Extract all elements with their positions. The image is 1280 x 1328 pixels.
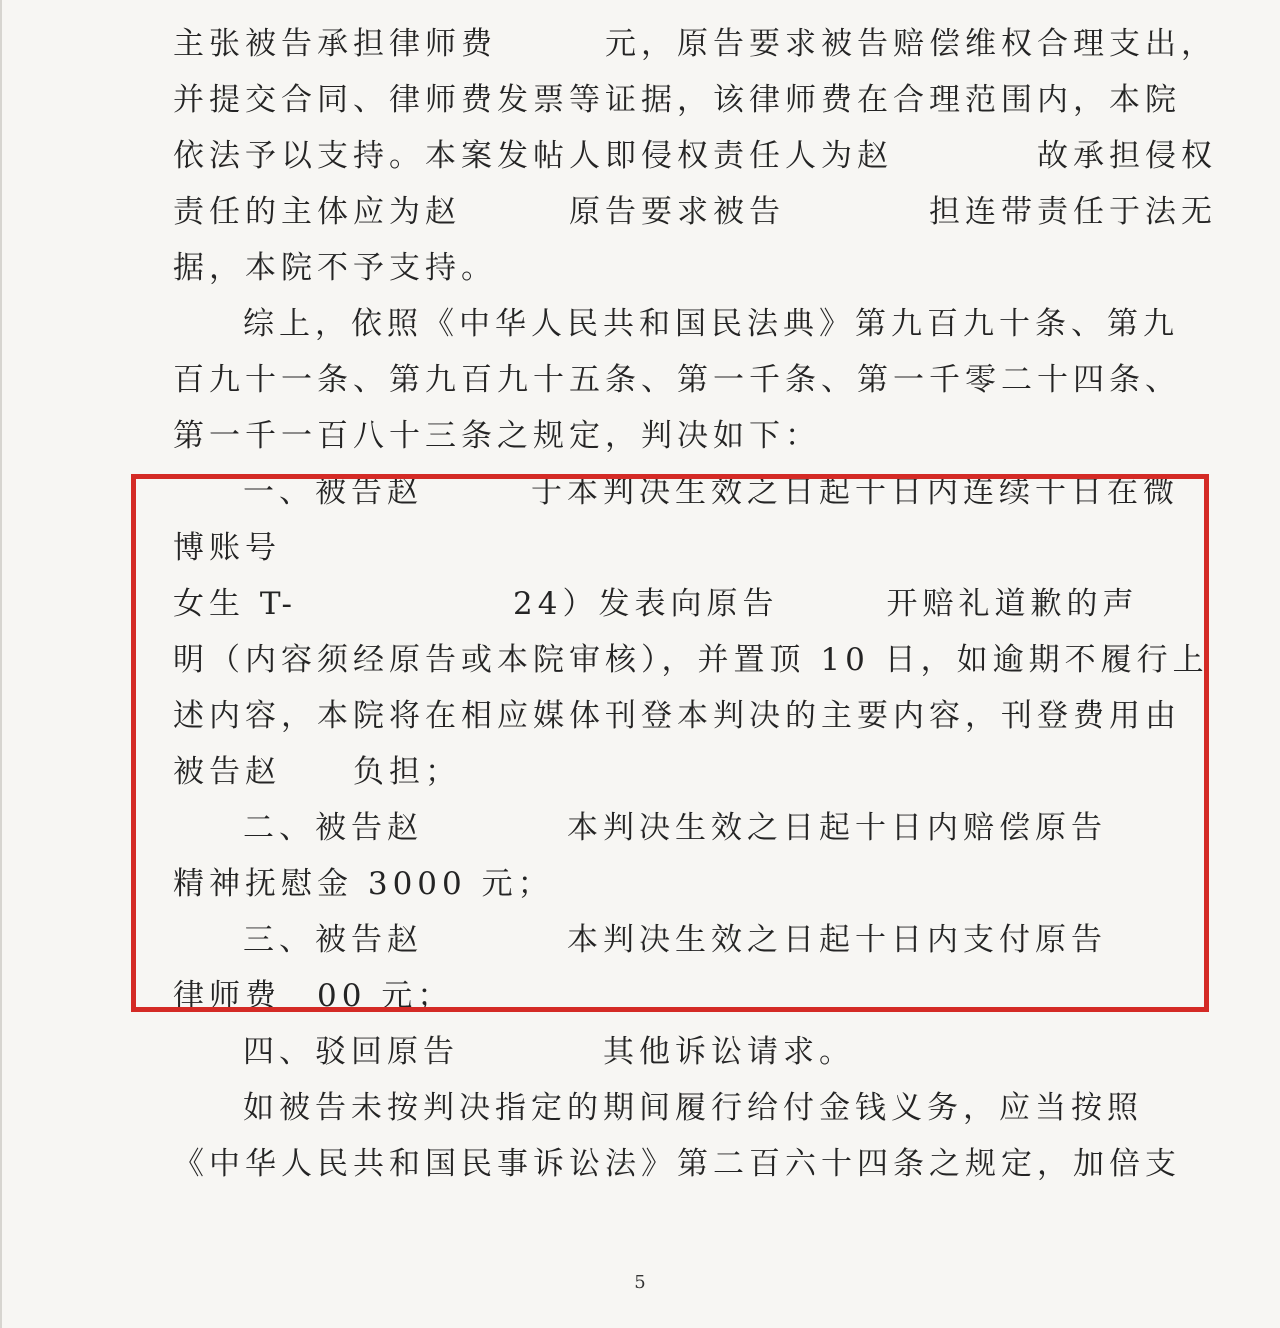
text-line: 述内容，本院将在相应媒体刊登本判决的主要内容，刊登费用由 bbox=[173, 698, 1181, 734]
text-line: 据，本院不予支持。 bbox=[173, 250, 497, 286]
text-line: 如被告未按判决指定的期间履行给付金钱义务，应当按照 bbox=[243, 1090, 1143, 1126]
text-line: 责任的主体应为赵 原告要求被告 担连带责任于法无 bbox=[173, 194, 1217, 230]
text-line: 《中华人民共和国民事诉讼法》第二百六十四条之规定，加倍支 bbox=[173, 1146, 1181, 1182]
text-line: 四、驳回原告 其他诉讼请求。 bbox=[243, 1034, 855, 1070]
text-line: 被告赵 负担； bbox=[173, 754, 461, 790]
text-line: 精神抚慰金 3000 元； bbox=[173, 866, 554, 902]
text-line: 依法予以支持。本案发帖人即侵权责任人为赵 故承担侵权 bbox=[173, 138, 1217, 174]
text-line: 博账号 bbox=[173, 530, 281, 566]
text-line: 律师费 00 元； bbox=[173, 978, 454, 1014]
text-line: 一、被告赵 于本判决生效之日起十日内连续十日在微 bbox=[243, 474, 1179, 510]
text-line: 综上，依照《中华人民共和国民法典》第九百九十条、第九 bbox=[243, 306, 1179, 342]
text-line: 并提交合同、律师费发票等证据，该律师费在合理范围内，本院 bbox=[173, 82, 1181, 118]
text-line: 第一千一百八十三条之规定，判决如下： bbox=[173, 418, 821, 454]
text-line: 三、被告赵 本判决生效之日起十日内支付原告 bbox=[243, 922, 1107, 958]
page-number: 5 bbox=[634, 1272, 646, 1293]
text-line: 主张被告承担律师费 元，原告要求被告赔偿维权合理支出， bbox=[173, 26, 1217, 62]
page-edge bbox=[0, 0, 2, 1328]
text-line: 女生 T- 24）发表向原告 开赔礼道歉的声 bbox=[173, 586, 1139, 622]
red-highlight-box bbox=[131, 474, 1209, 1012]
text-line: 百九十一条、第九百九十五条、第一千条、第一千零二十四条、 bbox=[173, 362, 1181, 398]
text-line: 明（内容须经原告或本院审核），并置顶 10 日，如逾期不履行上 bbox=[173, 642, 1209, 678]
text-line: 二、被告赵 本判决生效之日起十日内赔偿原告 bbox=[243, 810, 1107, 846]
